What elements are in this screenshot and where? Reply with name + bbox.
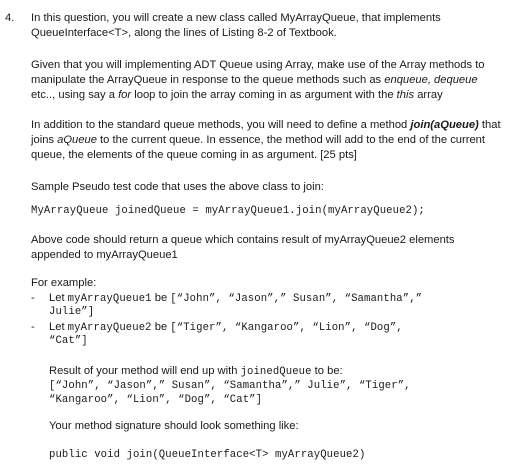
sample-code: MyArrayQueue joinedQueue = myArrayQueue1.join(myArrayQueue2); [31,205,425,217]
ex1-let: Let [49,292,68,304]
para2-for: for [118,89,132,101]
ex1-values: [“John”, “Jason”,” Susan”, “Samantha”,” [170,293,423,305]
para2-loop: loop [131,89,156,101]
para2-text-a: Given that you will implementing ADT Queue using Array, make use of the Array methods to manipulate the ArrayQueue in response to the queue methods such as [31,59,485,86]
array-methods-paragraph [31,58,501,103]
bullet-dash-1: - [31,292,35,304]
signature-heading: Your method signature should look something like: [49,420,299,432]
ex2-var: myArrayQueue2 [67,322,152,334]
result-line [49,364,504,380]
result-text-b: to be: [311,365,343,377]
example-2-line-2: “Cat”] [49,335,88,347]
sample-heading: Sample Pseudo test code that uses the above class to join: [31,181,324,193]
bullet-dash-2: - [31,321,35,333]
para2-text-c: to join the array coming in as argument with the [155,89,397,101]
example-heading: For example: [31,277,97,289]
para3-join-method: join(aQueue) [410,119,479,131]
result-values-line-2: “Kangaroo”, “Lion”, “Dog”, “Cat”] [49,394,263,406]
para3-aqueue: aQueue [57,134,97,146]
result-text-a: Result of your method will end up with [49,365,241,377]
signature-code: public void join(QueueInterface<T> myArrayQueue2) [49,449,366,461]
intro-line-1: In this question, you will create a new class called MyArrayQueue, that implements [31,12,441,24]
above-code-paragraph: Above code should return a queue which contains result of myArrayQueue2 elements appended to myArrayQueue1 [31,234,455,261]
para3-text-b: that joins [31,119,501,146]
para3-text-c: to the current queue. In essence, the method will add to the end of the current queue, the elements of the queue coming in as argument. [25 pts] [31,134,486,161]
para2-text-d: array [414,89,443,101]
ex1-var: myArrayQueue1 [67,293,152,305]
para2-this: this [396,89,415,101]
question-number: 4. [5,12,15,24]
para2-text-b: etc.., using say a [31,89,119,101]
intro-paragraph [31,11,501,41]
intro-line-2: QueueInterface<T>, along the lines of Listing 8-2 of Textbook. [31,27,337,39]
para2-enqueue-dequeue: enqueue, dequeue [384,74,478,86]
ex2-values: [“Tiger”, “Kangaroo”, “Lion”, “Dog”, [170,322,403,334]
para3-text-a: In addition to the standard queue methods, you will need to define a method [31,119,411,131]
result-var: joinedQueue [240,366,312,378]
ex1-be: be [151,292,171,304]
join-method-paragraph [31,118,501,163]
result-values-line-1: [“John”, “Jason”,” Susan”, “Samantha”,” Julie”, “Tiger”, [49,380,411,392]
ex2-let: Let [49,321,68,333]
example-1-line-2: Julie”] [49,306,95,318]
ex2-be: be [151,321,171,333]
